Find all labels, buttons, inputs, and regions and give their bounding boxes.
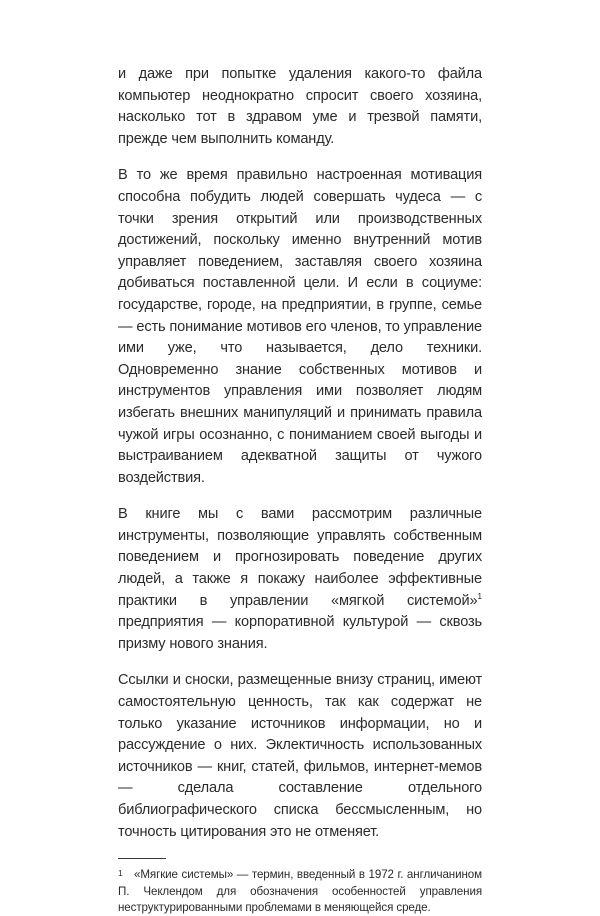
paragraph-intro: и даже при попытке удаления какого-то файла компьютер неоднократно спросит своего хозяина, насколько тот в здравом уме и трезвой памяти, прежде чем выполнить команду. — [118, 66, 482, 147]
paragraph-references: Ссылки и сноски, размещенные внизу страниц, имеют самостоятельную ценность, так как содержат не только указание источников информации, но и рассуждение о них. Эклектичность использованных источников — книг, статей, фильмов, интернет-мемов — сделала составление отдельного библиографического списка бессмысленным, но точность цитирования это не отменяет. — [118, 672, 482, 840]
footnote — [118, 867, 482, 916]
paragraph-book-overview — [118, 504, 482, 655]
paragraph-book-overview-text: В книге мы с вами рассмотрим различные инструменты, позволяющие управлять собственным поведением и прогнозировать поведение других людей, а также я покажу наиболее эффективные практики в управлении «мягкой системой» — [118, 506, 482, 609]
paragraph-book-overview-text-end: предприятия — корпоративной культурой — сквозь призму нового знания. — [118, 614, 482, 652]
paragraph-motivation: В то же время правильно настроенная мотивация способна побудить людей совершать чудеса — с точки зрения открытий или производственных достижений, поскольку именно внутренний мотив управляет поведением, заставляя своего хозяина добиваться поставленной цели. И если в социуме: государстве, городе, на предприятии, в группе, семье — есть понимание мотивов его членов, то управление ими уже, что называется, дело техники. Одновременно знание собственных мотивов и инструментов управления ими позволяет людям избегать внешних манипуляций и принимать правила чужой игры осознанно, с пониманием своей выгоды и выстраиванием адекватной защиты от чужого воздействия. — [118, 167, 482, 486]
footnote-divider — [118, 858, 166, 859]
footnote-mark: 1 — [118, 868, 123, 879]
footnote-text: «Мягкие системы» — термин, введенный в 1972 г. англичанином П. Чеклендом для обозначения особенностей управления неструктурированными проблемами в меняющейся среде. — [118, 868, 482, 914]
footnote-reference[interactable]: 1 — [477, 590, 482, 601]
